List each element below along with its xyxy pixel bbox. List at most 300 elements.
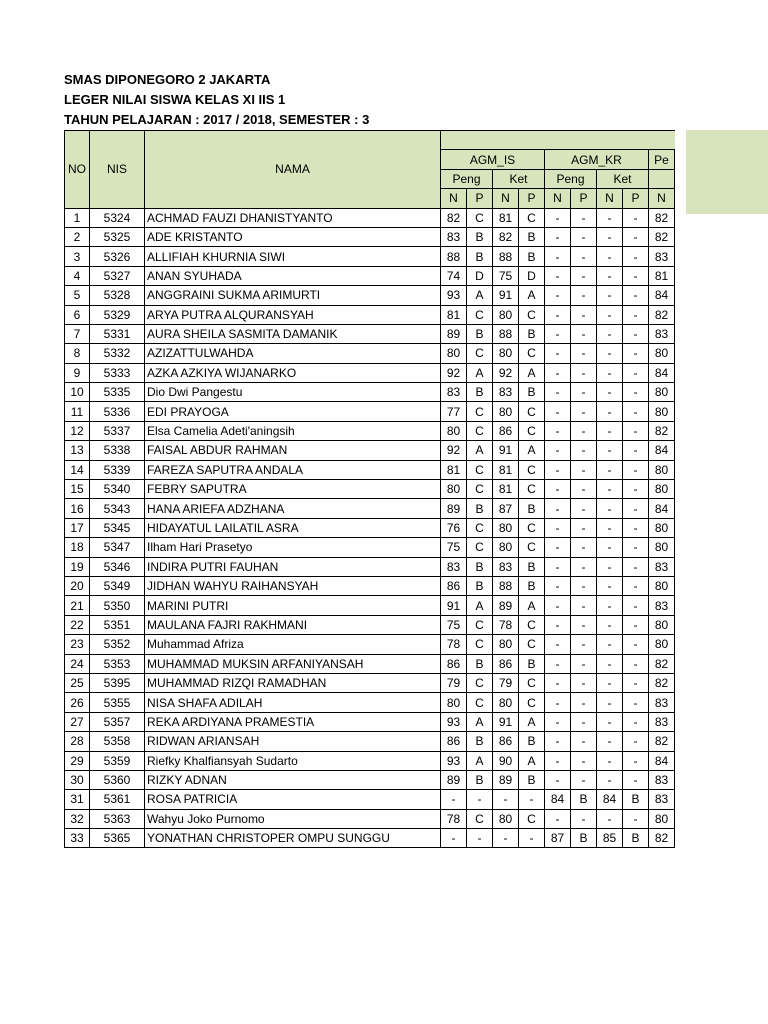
table-row — [65, 247, 675, 266]
cell-nama: AZKA AZKIYA WIJANARKO — [145, 363, 441, 382]
cell-agm-kr-peng-n: - — [545, 363, 571, 382]
cell-agm-is-peng-n: 89 — [441, 770, 467, 789]
cell-agm-is-ket-n: - — [493, 790, 519, 809]
cell-agm-kr-peng-n: 87 — [545, 829, 571, 848]
cell-agm-is-peng-n: 92 — [441, 363, 467, 382]
cell-agm-kr-peng-p: - — [571, 480, 597, 499]
cell-agm-is-peng-n: 83 — [441, 383, 467, 402]
cell-pe-n: 83 — [649, 596, 675, 615]
header-p: P — [623, 189, 649, 208]
cell-agm-is-peng-n: 74 — [441, 266, 467, 285]
cell-pe-n: 80 — [649, 615, 675, 634]
cell-pe-n: 80 — [649, 635, 675, 654]
cell-agm-is-peng-n: 89 — [441, 324, 467, 343]
cell-agm-is-peng-p: B — [467, 732, 493, 751]
cell-agm-is-peng-n: 86 — [441, 576, 467, 595]
cell-agm-kr-peng-p: - — [571, 518, 597, 537]
cell-agm-is-ket-p: A — [519, 596, 545, 615]
header-pe-sub — [649, 169, 675, 188]
cell-agm-kr-ket-n: - — [597, 402, 623, 421]
cell-agm-is-ket-n: 91 — [493, 286, 519, 305]
cell-agm-is-peng-n: 79 — [441, 673, 467, 692]
cell-agm-kr-peng-n: - — [545, 538, 571, 557]
table-row — [65, 363, 675, 382]
table-row — [65, 499, 675, 518]
cell-agm-kr-peng-p: - — [571, 770, 597, 789]
cell-agm-is-ket-p: A — [519, 363, 545, 382]
cell-agm-is-ket-n: 82 — [493, 227, 519, 246]
cell-no: 20 — [65, 576, 90, 595]
cell-no: 29 — [65, 751, 90, 770]
cell-agm-kr-peng-n: - — [545, 266, 571, 285]
cell-pe-n: 80 — [649, 402, 675, 421]
cell-agm-kr-ket-p: - — [623, 460, 649, 479]
cell-agm-is-peng-n: 80 — [441, 693, 467, 712]
cell-agm-kr-ket-n: - — [597, 557, 623, 576]
cell-agm-kr-peng-n: - — [545, 518, 571, 537]
cell-agm-is-ket-n: 80 — [493, 305, 519, 324]
table-row — [65, 421, 675, 440]
cell-agm-is-ket-n: 78 — [493, 615, 519, 634]
cell-agm-kr-peng-p: B — [571, 790, 597, 809]
cell-agm-is-peng-n: 80 — [441, 344, 467, 363]
cell-no: 14 — [65, 460, 90, 479]
cell-nama: Dio Dwi Pangestu — [145, 383, 441, 402]
cell-no: 24 — [65, 654, 90, 673]
cell-nis: 5331 — [90, 324, 145, 343]
cell-agm-kr-ket-n: - — [597, 809, 623, 828]
cell-agm-kr-ket-p: - — [623, 770, 649, 789]
cell-agm-is-ket-p: A — [519, 751, 545, 770]
cell-agm-kr-ket-n: - — [597, 596, 623, 615]
cell-agm-kr-peng-n: - — [545, 732, 571, 751]
cell-agm-is-ket-p: B — [519, 499, 545, 518]
cell-no: 26 — [65, 693, 90, 712]
cell-agm-is-peng-n: 75 — [441, 615, 467, 634]
cell-agm-kr-peng-n: - — [545, 247, 571, 266]
cell-agm-kr-ket-n: - — [597, 363, 623, 382]
table-row — [65, 615, 675, 634]
cell-agm-kr-peng-n: - — [545, 615, 571, 634]
cell-pe-n: 82 — [649, 673, 675, 692]
cell-agm-kr-peng-n: - — [545, 324, 571, 343]
cell-agm-is-ket-n: 87 — [493, 499, 519, 518]
cell-agm-is-ket-p: B — [519, 576, 545, 595]
cell-agm-kr-peng-p: - — [571, 732, 597, 751]
cell-agm-kr-peng-p: - — [571, 441, 597, 460]
table-row — [65, 518, 675, 537]
cell-no: 19 — [65, 557, 90, 576]
cell-agm-kr-ket-n: - — [597, 751, 623, 770]
cell-no: 12 — [65, 421, 90, 440]
cell-no: 6 — [65, 305, 90, 324]
cell-agm-kr-peng-p: - — [571, 499, 597, 518]
cell-agm-kr-peng-p: - — [571, 654, 597, 673]
cell-agm-kr-ket-p: - — [623, 208, 649, 227]
cell-pe-n: 80 — [649, 383, 675, 402]
cell-agm-kr-peng-n: - — [545, 557, 571, 576]
cell-agm-kr-peng-p: - — [571, 208, 597, 227]
cell-agm-kr-ket-n: - — [597, 693, 623, 712]
table-row — [65, 383, 675, 402]
cell-agm-kr-ket-n: - — [597, 770, 623, 789]
cell-agm-is-ket-p: D — [519, 266, 545, 285]
cell-nis: 5361 — [90, 790, 145, 809]
cell-agm-kr-ket-p: - — [623, 344, 649, 363]
cell-nama: FAISAL ABDUR RAHMAN — [145, 441, 441, 460]
cell-agm-kr-peng-n: - — [545, 751, 571, 770]
cell-nis: 5333 — [90, 363, 145, 382]
cell-no: 32 — [65, 809, 90, 828]
cell-agm-is-ket-n: 86 — [493, 654, 519, 673]
table-header — [65, 131, 675, 209]
cell-agm-kr-peng-p: - — [571, 324, 597, 343]
cell-agm-is-ket-n: 80 — [493, 635, 519, 654]
header-subject-agm-kr: AGM_KR — [545, 150, 649, 169]
cell-agm-kr-peng-p: - — [571, 538, 597, 557]
cell-agm-kr-ket-p: - — [623, 402, 649, 421]
cell-agm-is-ket-p: A — [519, 441, 545, 460]
cell-agm-is-peng-p: B — [467, 324, 493, 343]
cell-agm-kr-peng-n: - — [545, 421, 571, 440]
cell-agm-kr-ket-p: - — [623, 596, 649, 615]
cell-no: 5 — [65, 286, 90, 305]
header-p: P — [571, 189, 597, 208]
cell-agm-is-ket-p: B — [519, 770, 545, 789]
table-row — [65, 460, 675, 479]
cell-agm-is-peng-p: C — [467, 615, 493, 634]
cell-pe-n: 84 — [649, 751, 675, 770]
cell-no: 8 — [65, 344, 90, 363]
cell-agm-is-ket-n: 88 — [493, 324, 519, 343]
table-row — [65, 305, 675, 324]
cell-no: 28 — [65, 732, 90, 751]
table-row — [65, 635, 675, 654]
cell-agm-is-peng-n: 86 — [441, 654, 467, 673]
cell-agm-kr-peng-n: - — [545, 305, 571, 324]
cell-agm-is-peng-n: - — [441, 829, 467, 848]
cell-agm-kr-ket-p: - — [623, 363, 649, 382]
cell-agm-kr-ket-n: - — [597, 441, 623, 460]
academic-year: TAHUN PELAJARAN : 2017 / 2018, SEMESTER : 3 — [64, 112, 370, 127]
cell-agm-is-peng-p: C — [467, 421, 493, 440]
cell-nis: 5329 — [90, 305, 145, 324]
cell-agm-is-ket-n: 80 — [493, 538, 519, 557]
table-row — [65, 673, 675, 692]
cell-agm-is-peng-n: 83 — [441, 557, 467, 576]
cell-agm-is-peng-p: A — [467, 286, 493, 305]
table-row — [65, 538, 675, 557]
cell-pe-n: 82 — [649, 654, 675, 673]
cell-agm-kr-peng-p: - — [571, 227, 597, 246]
header-n: N — [545, 189, 571, 208]
cell-agm-is-peng-p: C — [467, 344, 493, 363]
table-row — [65, 732, 675, 751]
cell-nama: ROSA PATRICIA — [145, 790, 441, 809]
cell-nis: 5357 — [90, 712, 145, 731]
cell-agm-kr-peng-n: - — [545, 635, 571, 654]
cell-no: 23 — [65, 635, 90, 654]
cell-agm-is-peng-p: C — [467, 402, 493, 421]
cell-agm-is-ket-p: C — [519, 421, 545, 440]
cell-agm-is-peng-n: 93 — [441, 751, 467, 770]
cell-agm-kr-ket-p: - — [623, 421, 649, 440]
cell-agm-is-ket-p: B — [519, 324, 545, 343]
cell-agm-kr-ket-n: - — [597, 208, 623, 227]
cell-agm-kr-peng-p: B — [571, 829, 597, 848]
cell-nis: 5352 — [90, 635, 145, 654]
table-row — [65, 208, 675, 227]
cell-agm-kr-ket-n: - — [597, 247, 623, 266]
cell-agm-kr-ket-p: - — [623, 480, 649, 499]
cell-agm-is-ket-p: - — [519, 829, 545, 848]
cell-agm-is-peng-p: C — [467, 538, 493, 557]
cell-agm-kr-peng-p: - — [571, 460, 597, 479]
cell-agm-is-ket-n: 89 — [493, 770, 519, 789]
cell-agm-kr-peng-n: - — [545, 673, 571, 692]
cell-agm-kr-peng-n: - — [545, 654, 571, 673]
cell-agm-kr-ket-n: - — [597, 344, 623, 363]
cell-nis: 5395 — [90, 673, 145, 692]
cell-pe-n: 80 — [649, 460, 675, 479]
header-subject-pe: Pe — [649, 150, 675, 169]
cell-agm-is-peng-p: C — [467, 460, 493, 479]
cell-agm-kr-ket-p: - — [623, 751, 649, 770]
cell-agm-kr-ket-p: - — [623, 286, 649, 305]
cell-agm-is-peng-n: 83 — [441, 227, 467, 246]
cell-agm-is-peng-p: C — [467, 809, 493, 828]
cell-nama: MARINI PUTRI — [145, 596, 441, 615]
cell-no: 16 — [65, 499, 90, 518]
cell-nama: Riefky Khalfiansyah Sudarto — [145, 751, 441, 770]
table-row — [65, 480, 675, 499]
cell-agm-kr-ket-n: - — [597, 266, 623, 285]
cell-nis: 5349 — [90, 576, 145, 595]
table-row — [65, 751, 675, 770]
table-row — [65, 809, 675, 828]
cell-agm-kr-ket-n: - — [597, 635, 623, 654]
cell-agm-is-ket-p: B — [519, 732, 545, 751]
cell-agm-kr-peng-n: 84 — [545, 790, 571, 809]
cell-agm-is-ket-p: C — [519, 518, 545, 537]
cell-agm-kr-ket-p: - — [623, 227, 649, 246]
cell-agm-is-ket-p: A — [519, 712, 545, 731]
cell-agm-is-ket-p: C — [519, 402, 545, 421]
cell-agm-is-peng-p: C — [467, 518, 493, 537]
cell-nis: 5338 — [90, 441, 145, 460]
cell-no: 3 — [65, 247, 90, 266]
header-nis: NIS — [90, 131, 145, 209]
cell-agm-is-peng-p: A — [467, 712, 493, 731]
cell-no: 31 — [65, 790, 90, 809]
table-row — [65, 790, 675, 809]
cell-agm-is-ket-p: B — [519, 557, 545, 576]
cell-nama: REKA ARDIYANA PRAMESTIA — [145, 712, 441, 731]
cell-nama: YONATHAN CHRISTOPER OMPU SUNGGU — [145, 829, 441, 848]
cell-agm-is-ket-p: C — [519, 809, 545, 828]
cell-agm-is-peng-p: D — [467, 266, 493, 285]
table-row — [65, 654, 675, 673]
cell-agm-kr-ket-n: - — [597, 499, 623, 518]
table-row — [65, 712, 675, 731]
cell-agm-is-peng-p: B — [467, 576, 493, 595]
cell-agm-kr-peng-n: - — [545, 596, 571, 615]
cell-no: 30 — [65, 770, 90, 789]
school-name: SMAS DIPONEGORO 2 JAKARTA — [64, 72, 271, 87]
cell-agm-kr-peng-n: - — [545, 693, 571, 712]
table-row — [65, 402, 675, 421]
cell-agm-kr-ket-n: - — [597, 732, 623, 751]
cell-agm-is-ket-n: 83 — [493, 557, 519, 576]
cell-agm-kr-ket-p: - — [623, 305, 649, 324]
cell-agm-is-peng-p: C — [467, 305, 493, 324]
cell-pe-n: 80 — [649, 480, 675, 499]
cell-no: 9 — [65, 363, 90, 382]
cell-agm-kr-peng-p: - — [571, 809, 597, 828]
cell-agm-is-ket-p: C — [519, 693, 545, 712]
cell-agm-kr-ket-n: - — [597, 460, 623, 479]
cell-agm-kr-ket-n: - — [597, 480, 623, 499]
cell-agm-is-ket-p: C — [519, 615, 545, 634]
cell-pe-n: 82 — [649, 227, 675, 246]
cell-agm-kr-ket-p: - — [623, 576, 649, 595]
cell-agm-is-peng-p: C — [467, 673, 493, 692]
cell-agm-kr-peng-n: - — [545, 809, 571, 828]
cell-agm-kr-peng-p: - — [571, 305, 597, 324]
table-row — [65, 441, 675, 460]
cell-pe-n: 84 — [649, 363, 675, 382]
cell-nis: 5345 — [90, 518, 145, 537]
table-row — [65, 557, 675, 576]
cell-agm-kr-ket-p: - — [623, 654, 649, 673]
cell-no: 33 — [65, 829, 90, 848]
cell-agm-is-peng-n: 76 — [441, 518, 467, 537]
cell-agm-kr-peng-p: - — [571, 615, 597, 634]
cell-agm-is-ket-n: 92 — [493, 363, 519, 382]
cell-nis: 5350 — [90, 596, 145, 615]
header-p: P — [519, 189, 545, 208]
cell-agm-kr-ket-n: - — [597, 227, 623, 246]
cell-nama: ALLIFIAH KHURNIA SIWI — [145, 247, 441, 266]
table-row — [65, 693, 675, 712]
cell-agm-kr-ket-p: - — [623, 499, 649, 518]
cell-nis: 5335 — [90, 383, 145, 402]
cell-no: 7 — [65, 324, 90, 343]
cell-agm-kr-ket-p: - — [623, 615, 649, 634]
cell-agm-kr-ket-p: B — [623, 790, 649, 809]
leger-title: LEGER NILAI SISWA KELAS XI IIS 1 — [64, 92, 286, 107]
cell-nis: 5332 — [90, 344, 145, 363]
cell-agm-kr-ket-p: - — [623, 266, 649, 285]
cell-agm-kr-ket-n: - — [597, 518, 623, 537]
cell-nama: JIDHAN WAHYU RAIHANSYAH — [145, 576, 441, 595]
table-row — [65, 770, 675, 789]
cell-pe-n: 84 — [649, 286, 675, 305]
header-peng: Peng — [545, 169, 597, 188]
cell-nis: 5328 — [90, 286, 145, 305]
cell-agm-kr-peng-p: - — [571, 596, 597, 615]
cell-agm-kr-ket-p: - — [623, 635, 649, 654]
cell-pe-n: 82 — [649, 421, 675, 440]
cell-pe-n: 83 — [649, 712, 675, 731]
cell-nama: ANGGRAINI SUKMA ARIMURTI — [145, 286, 441, 305]
cell-nis: 5347 — [90, 538, 145, 557]
cell-agm-kr-ket-p: - — [623, 557, 649, 576]
cell-agm-kr-ket-n: - — [597, 576, 623, 595]
cell-pe-n: 80 — [649, 518, 675, 537]
cell-agm-is-peng-p: B — [467, 227, 493, 246]
cell-no: 15 — [65, 480, 90, 499]
cell-pe-n: 83 — [649, 693, 675, 712]
cell-agm-kr-peng-p: - — [571, 266, 597, 285]
cell-nis: 5337 — [90, 421, 145, 440]
cell-agm-is-ket-n: 83 — [493, 383, 519, 402]
cell-nama: Elsa Camelia Adeti'aningsih — [145, 421, 441, 440]
cell-no: 4 — [65, 266, 90, 285]
cell-agm-kr-ket-n: - — [597, 538, 623, 557]
cell-pe-n: 80 — [649, 809, 675, 828]
cell-nama: FEBRY SAPUTRA — [145, 480, 441, 499]
cell-agm-is-peng-p: B — [467, 557, 493, 576]
cell-pe-n: 81 — [649, 266, 675, 285]
cell-agm-kr-peng-p: - — [571, 712, 597, 731]
header-n: N — [597, 189, 623, 208]
cell-agm-kr-ket-n: - — [597, 615, 623, 634]
cell-agm-is-ket-n: 81 — [493, 480, 519, 499]
cell-agm-is-peng-n: 81 — [441, 305, 467, 324]
cell-pe-n: 83 — [649, 557, 675, 576]
cell-agm-kr-peng-n: - — [545, 770, 571, 789]
cell-agm-kr-ket-p: - — [623, 809, 649, 828]
cell-agm-kr-peng-n: - — [545, 383, 571, 402]
cell-agm-kr-peng-n: - — [545, 576, 571, 595]
cell-agm-is-peng-p: C — [467, 635, 493, 654]
cell-agm-kr-peng-p: - — [571, 751, 597, 770]
cell-pe-n: 83 — [649, 247, 675, 266]
cell-agm-is-ket-p: C — [519, 538, 545, 557]
header-n: N — [649, 189, 675, 208]
cell-agm-kr-peng-p: - — [571, 673, 597, 692]
cell-agm-is-ket-n: 80 — [493, 344, 519, 363]
table-row — [65, 344, 675, 363]
cell-agm-kr-ket-n: - — [597, 324, 623, 343]
cell-agm-kr-ket-n: - — [597, 286, 623, 305]
cell-agm-is-ket-p: C — [519, 208, 545, 227]
cell-nis: 5359 — [90, 751, 145, 770]
header-p: P — [467, 189, 493, 208]
cell-agm-is-ket-n: 80 — [493, 693, 519, 712]
cell-agm-is-ket-n: 81 — [493, 208, 519, 227]
cell-pe-n: 83 — [649, 324, 675, 343]
cell-agm-is-ket-n: 80 — [493, 402, 519, 421]
cell-nis: 5327 — [90, 266, 145, 285]
cell-nama: NISA SHAFA ADILAH — [145, 693, 441, 712]
header-ket: Ket — [493, 169, 545, 188]
cell-pe-n: 80 — [649, 576, 675, 595]
table-row — [65, 266, 675, 285]
header-subject-agm-is: AGM_IS — [441, 150, 545, 169]
header-fill-extension — [686, 130, 768, 214]
cell-nama: Wahyu Joko Purnomo — [145, 809, 441, 828]
cell-agm-is-ket-p: C — [519, 305, 545, 324]
cell-agm-is-peng-p: B — [467, 654, 493, 673]
cell-agm-is-ket-p: B — [519, 383, 545, 402]
cell-nama: MAULANA FAJRI RAKHMANI — [145, 615, 441, 634]
cell-pe-n: 83 — [649, 790, 675, 809]
cell-agm-kr-ket-p: - — [623, 673, 649, 692]
cell-agm-is-peng-n: 80 — [441, 421, 467, 440]
cell-agm-kr-peng-p: - — [571, 247, 597, 266]
